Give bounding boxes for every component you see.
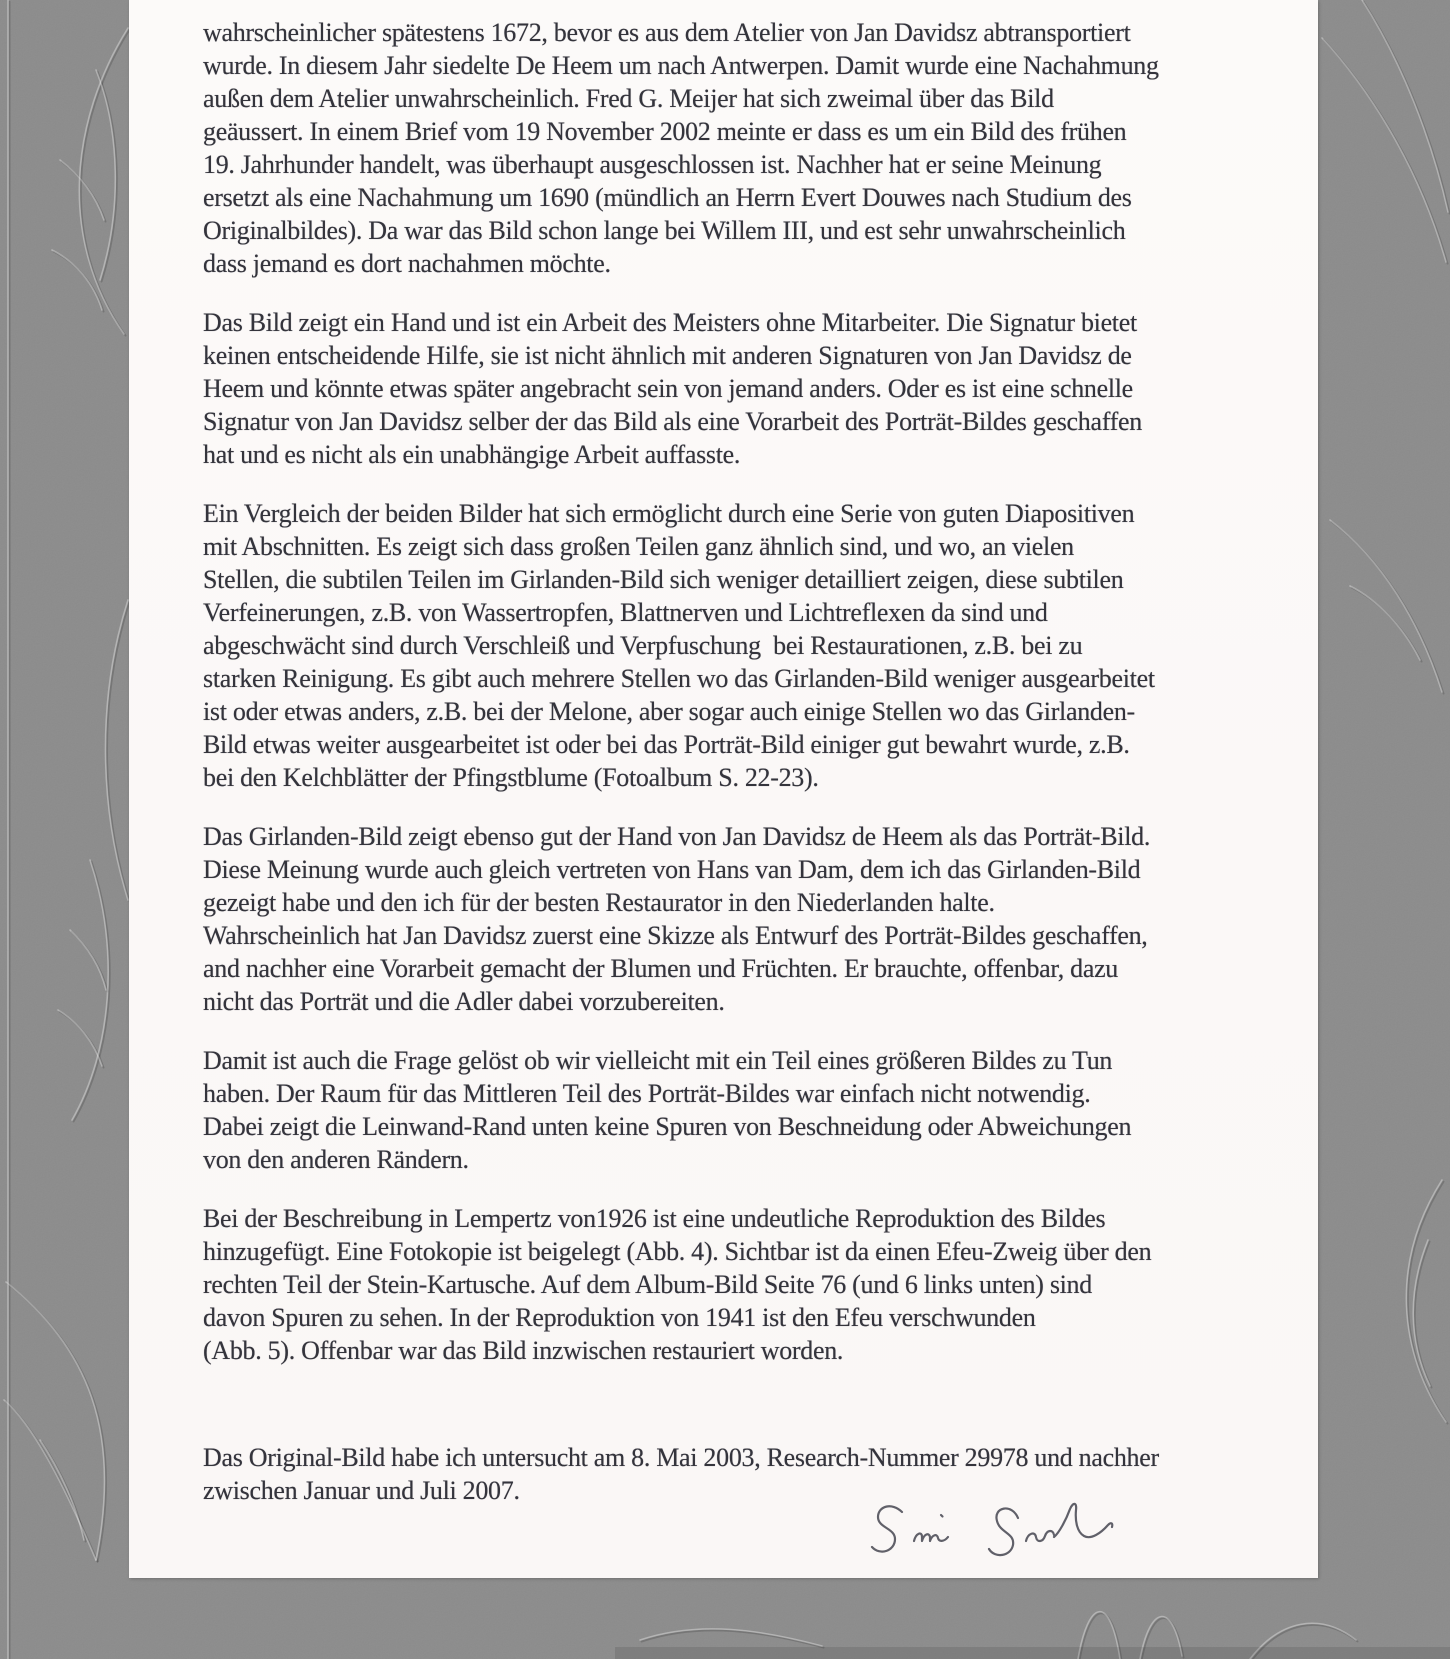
- text-line: Verfeinerungen, z.B. von Wassertropfen, Blattnerven und Lichtreflexen da sind und: [203, 598, 1048, 627]
- text-line: nicht das Porträt und die Adler dabei vorzubereiten.: [203, 987, 725, 1016]
- text-line: ist oder etwas anders, z.B. bei der Melone, aber sogar auch einige Stellen wo das Girlanden-: [203, 697, 1135, 726]
- text-line: Originalbildes). Da war das Bild schon lange bei Willem III, und est sehr unwahrscheinlich: [203, 216, 1126, 245]
- text-line: and nachher eine Vorarbeit gemacht der Blumen und Früchten. Er brauchte, offenbar, dazu: [203, 954, 1119, 983]
- text-line: Bild etwas weiter ausgearbeitet ist oder bei das Porträt-Bild einiger gut bewahrt wurde, z.B.: [203, 730, 1130, 759]
- text-line: Diese Meinung wurde auch gleich vertreten von Hans van Dam, dem ich das Girlanden-Bild: [203, 855, 1141, 884]
- text-line: abgeschwächt sind durch Verschleiß und Verpfuschung bei Restaurationen, z.B. bei zu: [203, 631, 1083, 660]
- text-line: zwischen Januar und Juli 2007.: [203, 1476, 520, 1505]
- text-line: wurde. In diesem Jahr siedelte De Heem um nach Antwerpen. Damit wurde eine Nachahmung: [203, 51, 1159, 80]
- text-line: Das Bild zeigt ein Hand und ist ein Arbeit des Meisters ohne Mitarbeiter. Die Signatur bietet: [203, 308, 1137, 337]
- text-line: Stellen, die subtilen Teilen im Girlanden-Bild sich weniger detailliert zeigen, diese subtilen: [203, 565, 1124, 594]
- text-line: Das Girlanden-Bild zeigt ebenso gut der Hand von Jan Davidsz de Heem als das Porträt-Bild.: [203, 822, 1151, 851]
- handwritten-signature: [858, 1490, 1128, 1580]
- text-line: von den anderen Rändern.: [203, 1145, 469, 1174]
- paragraph: [203, 497, 1218, 794]
- text-line: ersetzt als eine Nachahmung um 1690 (mündlich an Herrn Evert Douwes nach Studium des: [203, 183, 1132, 212]
- text-line: Heem und könnte etwas später angebracht sein von jemand anders. Oder es ist eine schnelle: [203, 374, 1133, 403]
- text-line: Wahrscheinlich hat Jan Davidsz zuerst eine Skizze als Entwurf des Porträt-Bildes geschaffen,: [203, 921, 1148, 950]
- paragraph: [203, 306, 1218, 471]
- text-line: davon Spuren zu sehen. In der Reproduktion von 1941 ist den Efeu verschwunden: [203, 1303, 1036, 1332]
- text-line: dass jemand es dort nachahmen möchte.: [203, 249, 611, 278]
- text-line: Bei der Beschreibung in Lempertz von1926 ist eine undeutliche Reproduktion des Bildes: [203, 1204, 1106, 1233]
- text-line: starken Reinigung. Es gibt auch mehrere Stellen wo das Girlanden-Bild weniger ausgearbeitet: [203, 664, 1155, 693]
- paragraph: [203, 16, 1218, 280]
- text-line: rechten Teil der Stein-Kartusche. Auf dem Album-Bild Seite 76 (und 6 links unten) sind: [203, 1270, 1092, 1299]
- bottom-shadow-band: [615, 1647, 1450, 1659]
- paragraph: [203, 1202, 1218, 1367]
- text-line: Das Original-Bild habe ich untersucht am 8. Mai 2003, Research-Nummer 29978 und nachher: [203, 1443, 1159, 1472]
- paragraph: [203, 820, 1218, 1018]
- text-line: hinzugefügt. Eine Fotokopie ist beigelegt (Abb. 4). Sichtbar ist da einen Efeu-Zweig über den: [203, 1237, 1152, 1266]
- text-line: mit Abschnitten. Es zeigt sich dass großen Teilen ganz ähnlich sind, und wo, an vielen: [203, 532, 1074, 561]
- text-line: (Abb. 5). Offenbar war das Bild inzwischen restauriert worden.: [203, 1336, 844, 1365]
- text-line: wahrscheinlicher spätestens 1672, bevor es aus dem Atelier von Jan Davidsz abtransportiert: [203, 18, 1131, 47]
- text-line: außen dem Atelier unwahrscheinlich. Fred G. Meijer hat sich zweimal über das Bild: [203, 84, 1054, 113]
- text-line: hat und es nicht als ein unabhängige Arbeit auffasste.: [203, 440, 741, 469]
- text-line: haben. Der Raum für das Mittleren Teil des Porträt-Bildes war einfach nicht notwendig.: [203, 1079, 1091, 1108]
- text-line: 19. Jahrhunder handelt, was überhaupt ausgeschlossen ist. Nachher hat er seine Meinung: [203, 150, 1102, 179]
- text-line: Signatur von Jan Davidsz selber der das Bild als eine Vorarbeit des Porträt-Bildes geschaffen: [203, 407, 1142, 436]
- paragraph: [203, 1044, 1218, 1176]
- text-line: Ein Vergleich der beiden Bilder hat sich ermöglicht durch eine Serie von guten Diapositiven: [203, 499, 1135, 528]
- text-line: geäussert. In einem Brief vom 19 November 2002 meinte er dass es um ein Bild des frühen: [203, 117, 1127, 146]
- text-line: keinen entscheidende Hilfe, sie ist nicht ähnlich mit anderen Signaturen von Jan Davidsz de: [203, 341, 1132, 370]
- document-body: [203, 16, 1218, 1533]
- document-page: [129, 0, 1318, 1578]
- text-line: bei den Kelchblätter der Pfingstblume (Fotoalbum S. 22-23).: [203, 763, 819, 792]
- text-line: gezeigt habe und den ich für der besten Restaurator in den Niederlanden halte.: [203, 888, 995, 917]
- text-line: Dabei zeigt die Leinwand-Rand unten keine Spuren von Beschneidung oder Abweichungen: [203, 1112, 1132, 1141]
- text-line: Damit ist auch die Frage gelöst ob wir vielleicht mit ein Teil eines größeren Bildes zu Tun: [203, 1046, 1113, 1075]
